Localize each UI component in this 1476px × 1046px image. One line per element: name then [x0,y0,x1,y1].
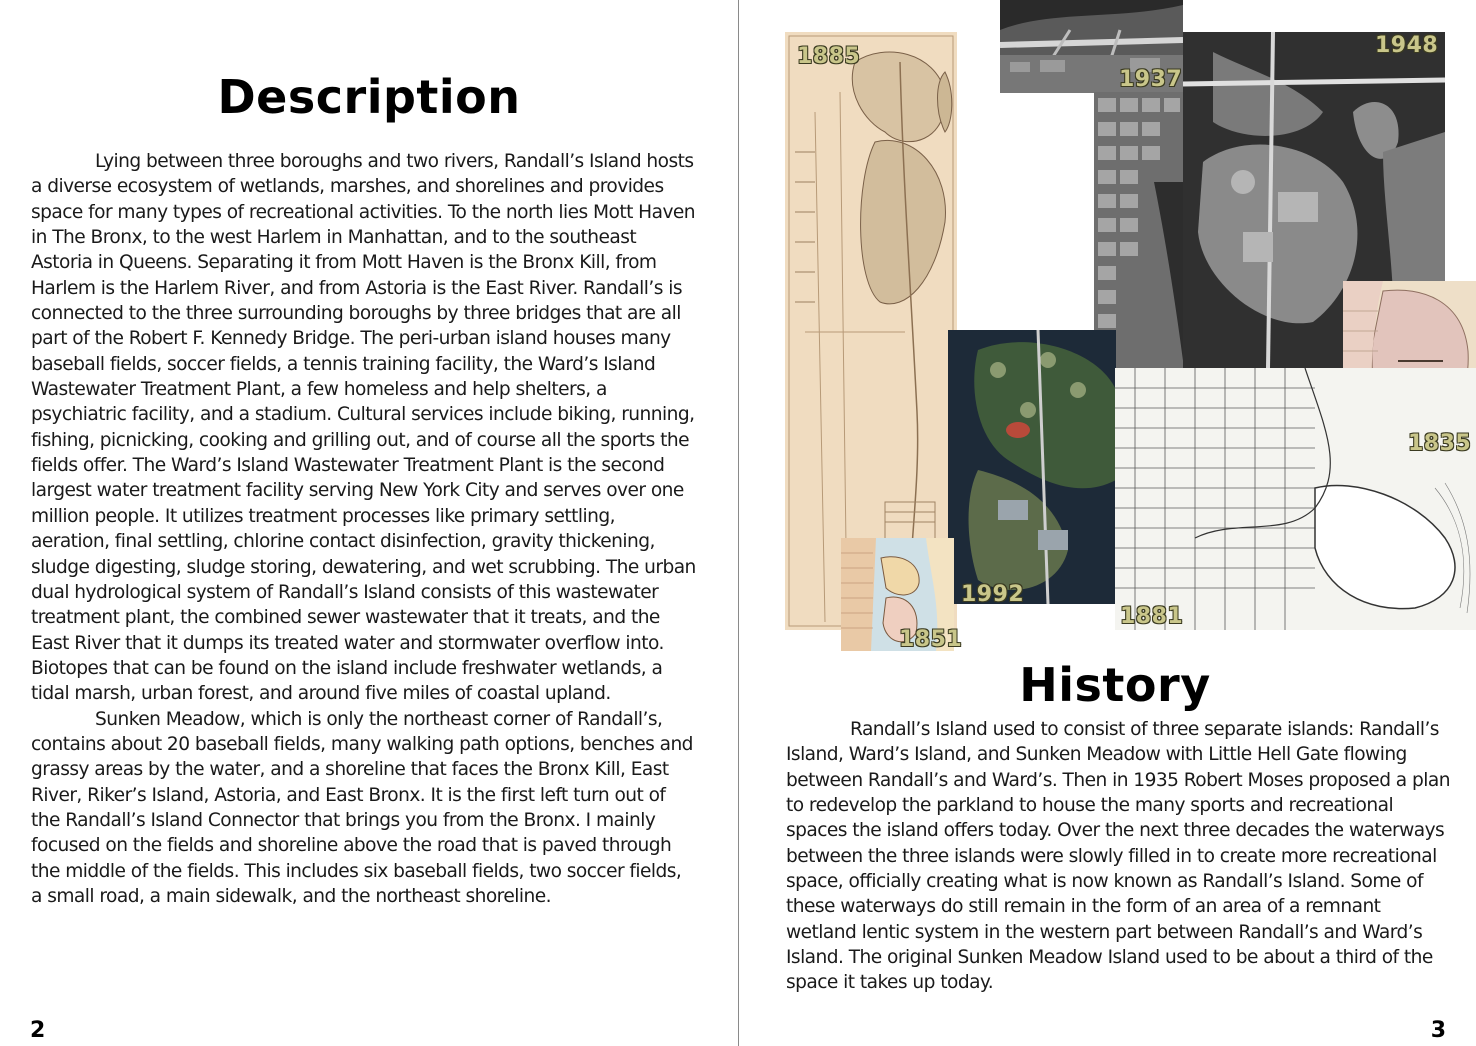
page-number-right: 3 [1430,1018,1446,1043]
history-paragraph-1: Randall’s Island used to consist of three separate islands: Randall’s Island, Ward’s Island, and Sunken Meadow with Little Hell Gate flowing between Randall’s and Ward’s. Then in 1935 Robert Moses proposed a plan to redevelop the parkland to house the many sports and recreational spaces the island offers today. Over the next three decades the waterways between the three islands were slowly filled in to create more recreational space, officially creating what is now known as Randall’s Island. Some of these waterways do still remain in the form of an area of a remnant wetland lentic system in the western part between Randall’s and Ward’s Island. The original Sunken Meadow Island used to be about a third of the space it takes up today. [786,719,1450,994]
description-body [31,149,697,909]
year-label-1835: 1835 [1408,431,1472,456]
history-body [786,717,1456,996]
year-label-1851: 1851 [899,627,963,652]
description-paragraph-1: Lying between three boroughs and two rivers, Randall’s Island hosts a diverse ecosystem of wetlands, marshes, and shorelines and provides space for many types of recreational activities. To the north lies Mott Haven in The Bronx, to the west Harlem in Manhattan, and to the southeast Astoria in Queens. Separating it from Mott Haven is the Bronx Kill, from Harlem is the Harlem River, and from Astoria is the East River. Randall’s is connected to the three surrounding boroughs by three bridges that are all part of the Robert F. Kennedy Bridge. The peri-urban island houses many baseball fields, soccer fields, a tennis training facility, the Ward’s Island Wastewater Treatment Plant, a few homeless and help shelters, a psychiatric facility, and a stadium. Cultural services include biking, running, fishing, picnicking, cooking and grilling out, and of course all the sports the fields offer. The Ward’s Island Wastewater Treatment Plant is the second largest water treatment facility serving New York City and serves over one million people. It utilizes treatment processes like primary settling, aeration, final settling, chlorine contact disinfection, gravity thickening, sludge digesting, sludge storing, dewatering, and wet scrubbing. The urban dual hydrological system of Randall’s Island consists of this wastewater treatment plant, the combined sewer wastewater that it treats, and the East River that it dumps its treated water and stormwater overflow into. Biotopes that can be found on the island include freshwater wetlands, a tidal marsh, urban forest, and around five miles of coastal upland. [31,151,696,705]
year-label-1937: 1937 [1119,67,1183,92]
aerial-1937-city-image [1094,92,1184,368]
right-page [739,0,1476,1046]
year-label-1885: 1885 [797,44,861,69]
map-1881-image [1115,368,1476,630]
year-label-1948: 1948 [1375,33,1439,58]
history-heading: History [1019,658,1211,712]
year-label-1881: 1881 [1120,604,1184,629]
satellite-1992-image [948,330,1116,604]
year-label-1992: 1992 [961,582,1025,607]
description-heading: Description [217,70,521,124]
description-paragraph-2: Sunken Meadow, which is only the northeast corner of Randall’s, contains about 20 baseball fields, many walking path options, benches and grassy areas by the water, and a shoreline that faces the Bronx Kill, East River, Riker’s Island, Astoria, and East Bronx. It is the first left turn out of the Randall’s Island Connector that brings you from the Bronx. I mainly focused on the fields and shoreline above the road that is paved through the middle of the fields. This includes six baseball fields, two soccer fields, a small road, a main sidewalk, and the northeast shoreline. [31,708,693,907]
page-number-left: 2 [30,1018,46,1043]
